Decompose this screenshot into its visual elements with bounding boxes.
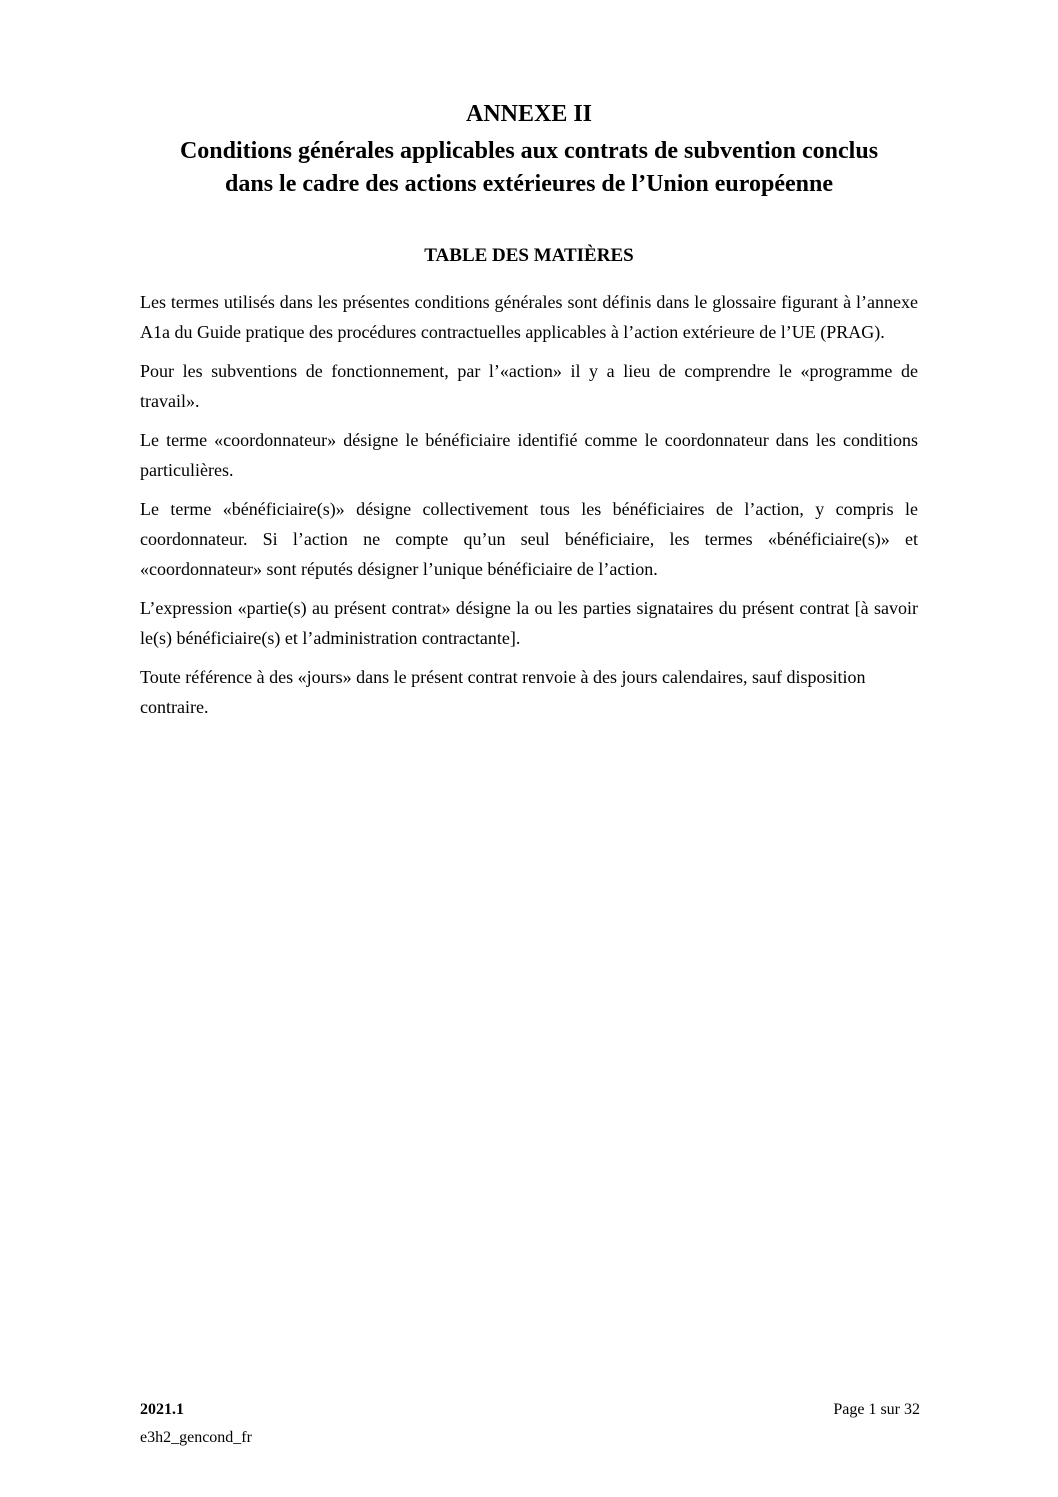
document-title <box>140 135 918 201</box>
paragraph-parties-term: L’expression «partie(s) au présent contrat» désigne la ou les parties signataires du présent contrat [à savoir le(s) bénéficiaire(s) et l’administration contractante]. <box>140 598 918 648</box>
document-title-line1: Conditions générales applicables aux contrats de subvention conclus <box>179 138 879 164</box>
paragraph-coordinator-term: Le terme «coordonnateur» désigne le bénéficiaire identifié comme le coordonnateur dans les conditions particulières. <box>140 430 918 480</box>
footer-doc-code: e3h2_gencond_fr <box>140 1429 252 1446</box>
paragraph-operating-grants: Pour les subventions de fonctionnement, par l’«action» il y a lieu de comprendre le «programme de travail». <box>140 361 918 411</box>
page-content <box>140 0 918 731</box>
annexe-heading: ANNEXE II <box>465 101 593 127</box>
document-title-line2: dans le cadre des actions extérieures de l’Union européenne <box>225 171 833 197</box>
paragraph-beneficiary-term: Le terme «bénéficiaire(s)» désigne collectivement tous les bénéficiaires de l’action, y compris le coordonnateur. Si l’action ne compte qu’un seul bénéficiaire, les termes «bénéficiaire(s)» et «coordonnateur» sont réputés désigner l’unique bénéficiaire de l’action. <box>140 499 918 579</box>
toc-heading: TABLE DES MATIÈRES <box>424 245 634 266</box>
footer-page-number: Page 1 sur 32 <box>833 1401 920 1418</box>
footer-left <box>140 1396 252 1452</box>
page-footer <box>140 1396 920 1452</box>
body-text <box>140 287 918 722</box>
paragraph-definitions-glossary: Les termes utilisés dans les présentes conditions générales sont définis dans le glossaire figurant à l’annexe A1a du Guide pratique des procédures contractuelles applicables à l’action extérieure de l’UE (PRAG). <box>140 292 918 342</box>
paragraph-days-reference: Toute référence à des «jours» dans le présent contrat renvoie à des jours calendaires, sauf disposition contraire. <box>140 667 866 717</box>
footer-version: 2021.1 <box>140 1401 184 1418</box>
